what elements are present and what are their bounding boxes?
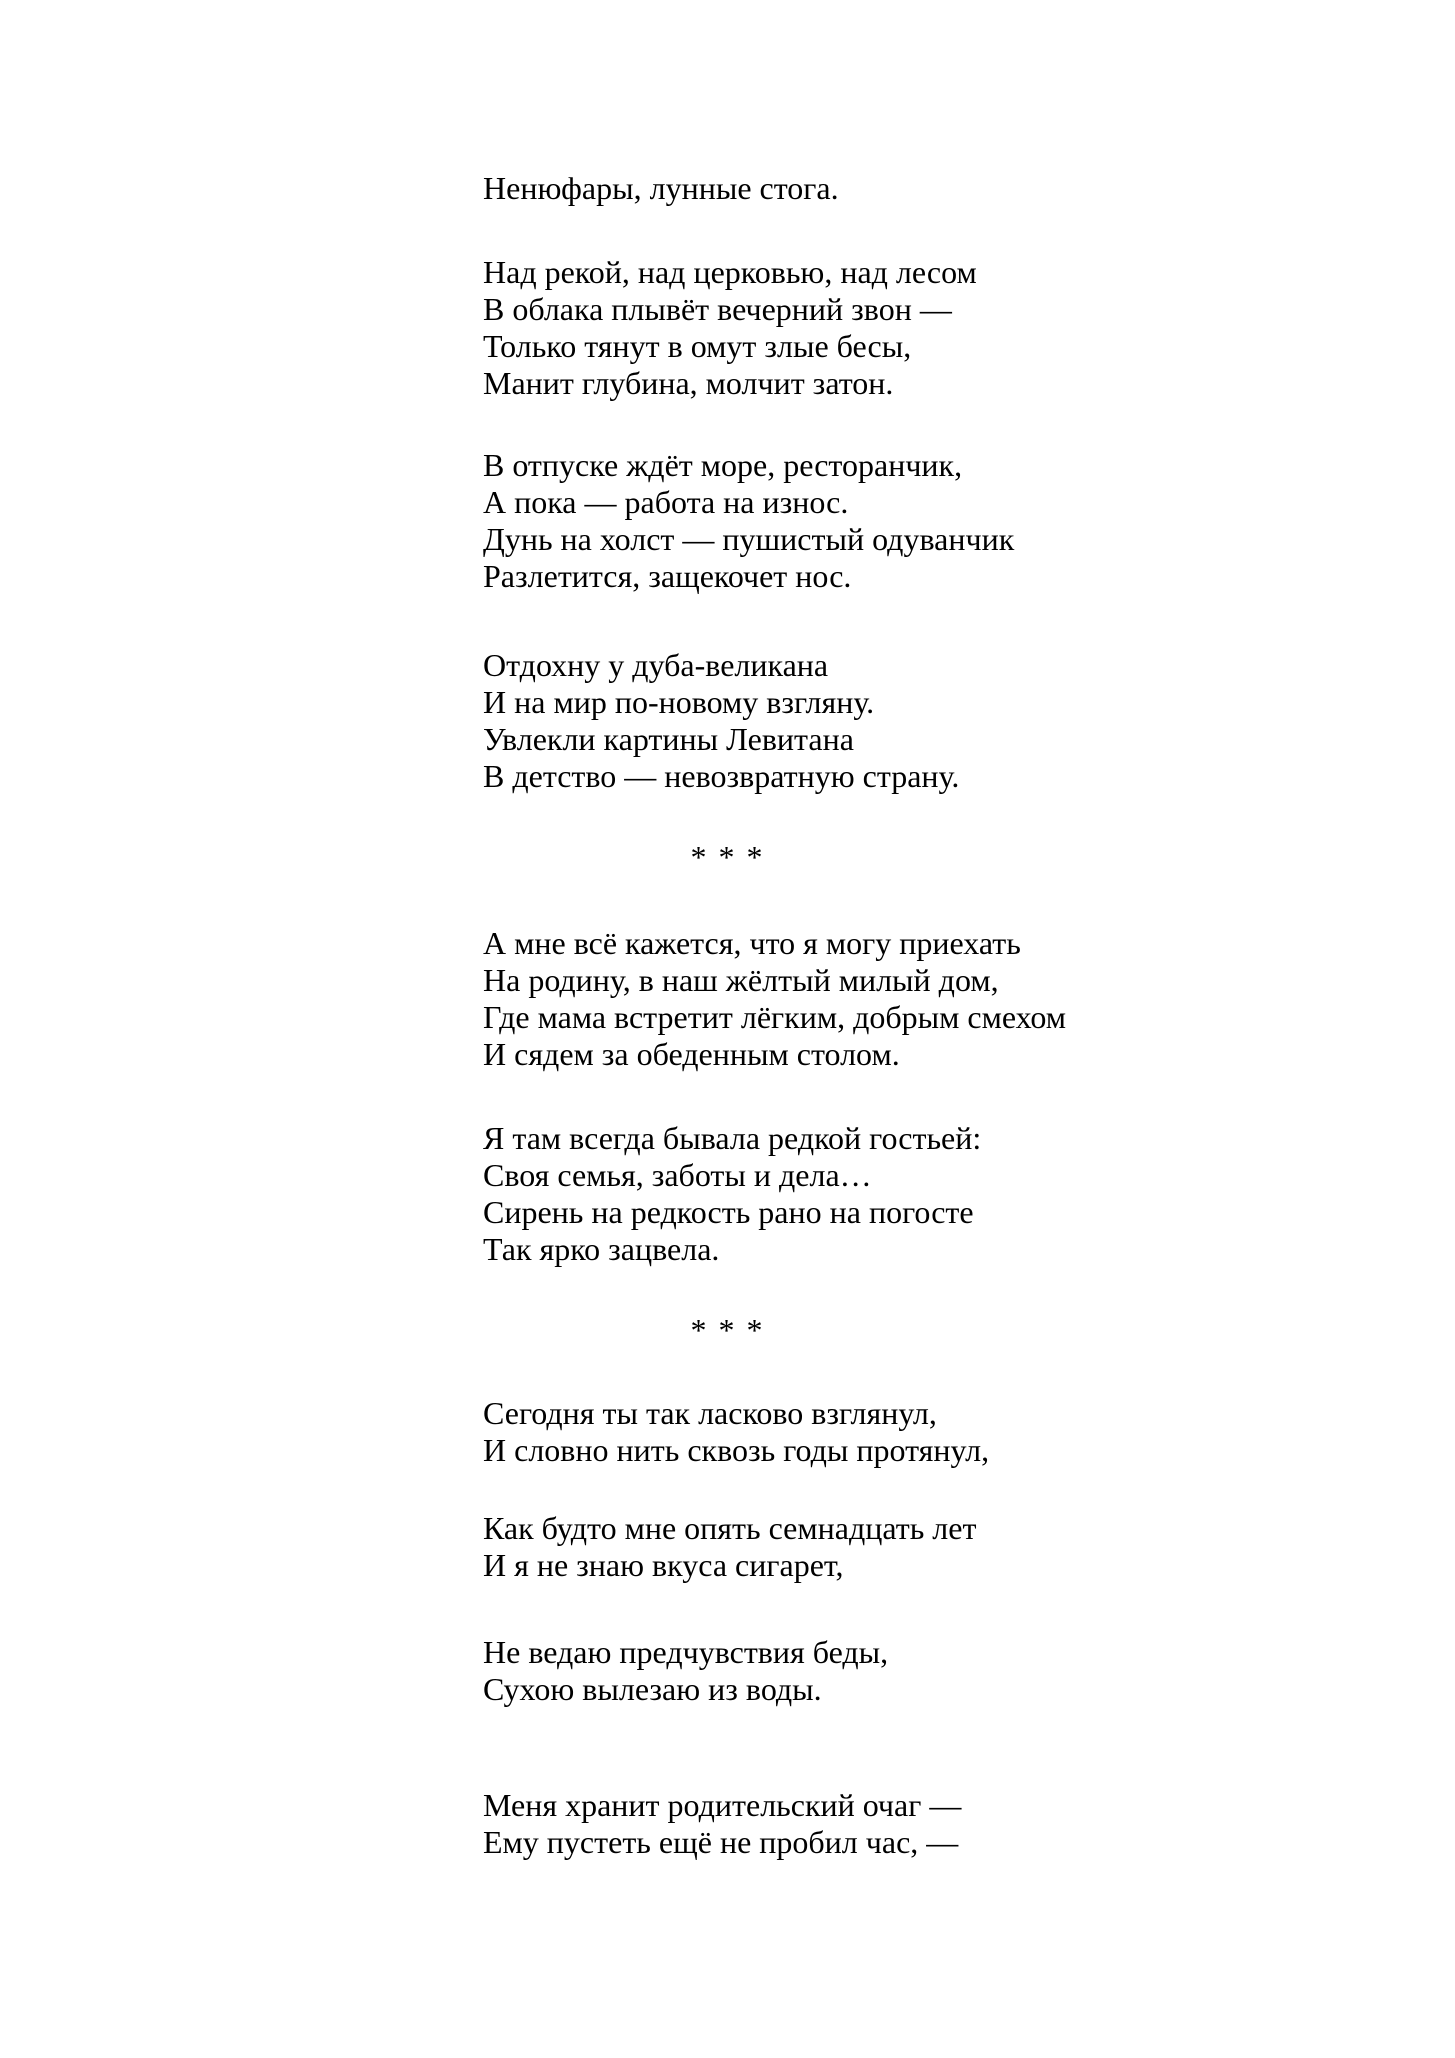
poem-line: И на мир по-новому взгляну.	[483, 684, 875, 720]
poem-line: А мне всё кажется, что я могу приехать	[483, 925, 1021, 961]
poem-stanza	[0, 447, 1455, 595]
poem-line: На родину, в наш жёлтый милый дом,	[483, 962, 999, 998]
poem-line: Как будто мне опять семнадцать лет	[483, 1510, 977, 1546]
poem-line: Не ведаю предчувствия беды,	[483, 1634, 889, 1670]
poem-line: А пока — работа на износ.	[483, 484, 849, 520]
poem-line: В отпуске ждёт море, ресторанчик,	[483, 447, 963, 483]
poem-line: Ему пустеть ещё не пробил час, —	[483, 1824, 959, 1860]
poem-line: В детство — невозвратную страну.	[483, 758, 960, 794]
separator-asterisks: * * *	[690, 1312, 765, 1348]
poem-line: Где мама встретит лёгким, добрым смехом	[483, 999, 1067, 1035]
poem-line: Над рекой, над церковью, над лесом	[483, 254, 977, 290]
poem-line: Сегодня ты так ласково взглянул,	[483, 1395, 937, 1431]
poem-line: Дунь на холст — пушистый одуванчик	[483, 521, 1015, 557]
poem-stanza	[0, 1510, 1455, 1584]
poem-line: И я не знаю вкуса сигарет,	[483, 1547, 844, 1583]
poem-stanza	[0, 925, 1455, 1073]
stanza-separator	[0, 1312, 1455, 1349]
poem-line: Ненюфары, лунные стога.	[483, 170, 839, 206]
poem-line: И сядем за обеденным столом.	[483, 1036, 900, 1072]
poem-line: Разлетится, защекочет нос.	[483, 558, 852, 594]
poem-stanza	[0, 1787, 1455, 1861]
poem-line: И словно нить сквозь годы протянул,	[483, 1432, 990, 1468]
poem-line: В облака плывёт вечерний звон —	[483, 291, 952, 327]
poem-line: Я там всегда бывала редкой гостьей:	[483, 1120, 982, 1156]
poem-stanza	[0, 1395, 1455, 1469]
poem-stanza	[0, 647, 1455, 795]
poem-line: Увлекли картины Левитана	[483, 721, 854, 757]
poem-text-column	[0, 170, 1455, 1861]
poem-stanza	[0, 254, 1455, 402]
stanza-separator	[0, 839, 1455, 876]
poem-line: Сухою вылезаю из воды.	[483, 1671, 822, 1707]
poem-line: Так ярко зацвела.	[483, 1231, 720, 1267]
poem-stanza	[0, 170, 1455, 207]
poem-line: Отдохну у дуба-великана	[483, 647, 829, 683]
poem-stanza	[0, 1120, 1455, 1268]
poem-line: Меня хранит родительский очаг —	[483, 1787, 962, 1823]
poem-line: Своя семья, заботы и дела…	[483, 1157, 872, 1193]
poem-line: Только тянут в омут злые бесы,	[483, 328, 912, 364]
poem-stanza	[0, 1634, 1455, 1708]
poem-line: Сирень на редкость рано на погосте	[483, 1194, 974, 1230]
poem-line: Манит глубина, молчит затон.	[483, 365, 894, 401]
separator-asterisks: * * *	[690, 839, 765, 875]
